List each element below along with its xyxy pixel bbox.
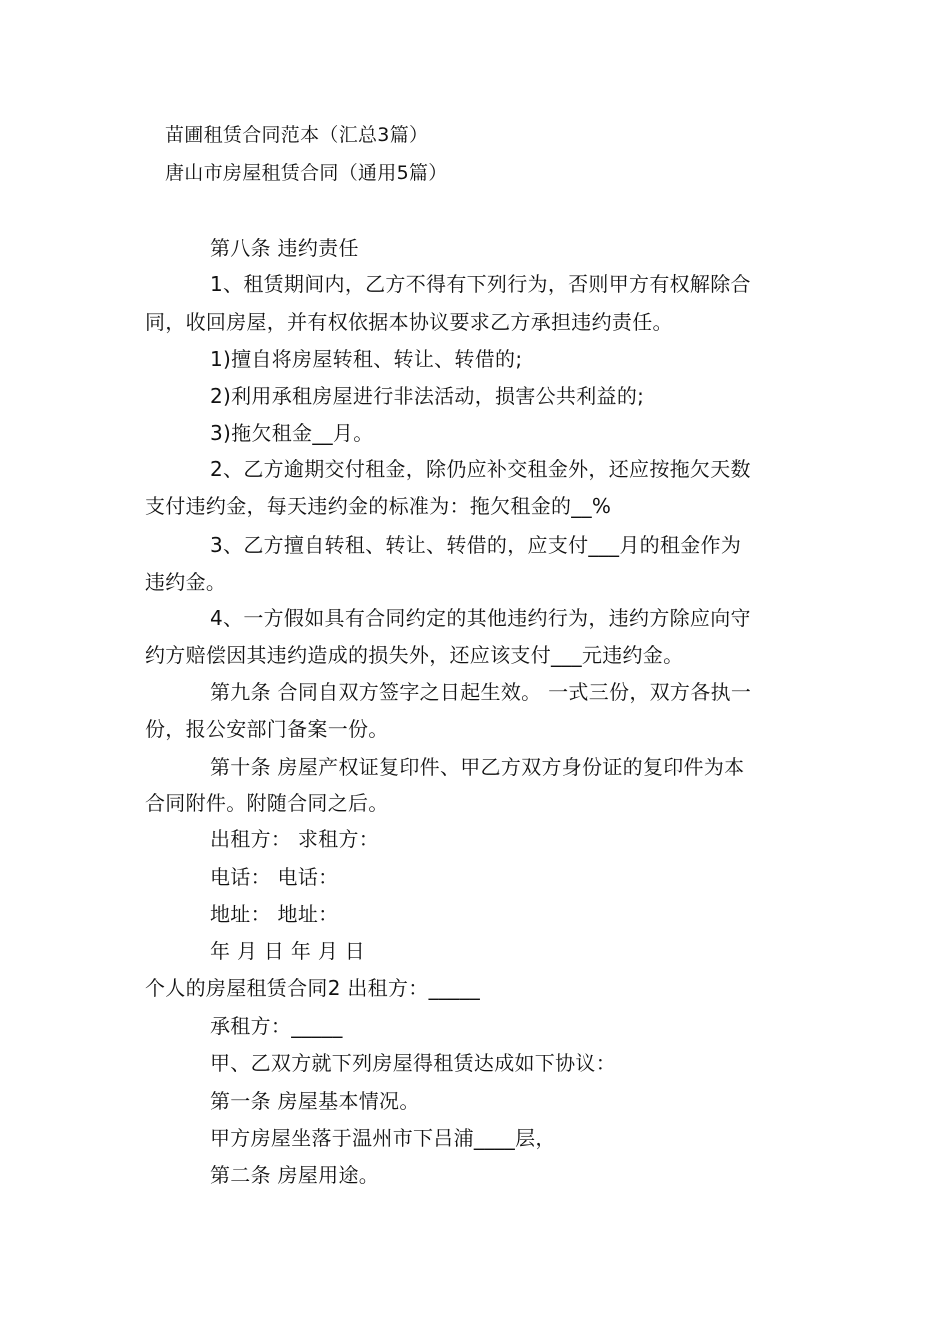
paragraph-line: 违约金。 [145,570,227,594]
document-title-2: 个人的房屋租赁合同2 出租方：_____ [145,976,481,1000]
paragraph-line: 份，报公安部门备案一份。 [145,717,389,741]
related-link-2[interactable]: 唐山市房屋租赁合同（通用5篇） [165,162,448,184]
tenant-line: 承租方：_____ [210,1014,343,1038]
section-heading-article-8: 第八条 违约责任 [210,236,359,260]
paragraph-line: 支付违约金，每天违约金的标准为：拖欠租金的__% [145,494,612,518]
section-heading-article-10: 第十条 房屋产权证复印件、甲乙方双方身份证的复印件为本 [210,755,745,779]
signature-phone: 电话： 电话： [210,865,339,889]
paragraph-line: 2、乙方逾期交付租金，除仍应补交租金外，还应按拖欠天数 [210,457,751,481]
related-link-1[interactable]: 苗圃租赁合同范本（汇总3篇） [165,124,429,146]
paragraph-line: 甲、乙双方就下列房屋得租赁达成如下协议： [210,1051,616,1075]
paragraph-line: 甲方房屋坐落于温州市下吕浦____层， [210,1126,556,1150]
paragraph-line: 3、乙方擅自转租、转让、转借的，应支付___月的租金作为 [210,533,742,557]
paragraph-line: 1)擅自将房屋转租、转让、转借的; [210,347,523,371]
section-heading-article-1: 第一条 房屋基本情况。 [210,1089,420,1113]
paragraph-line: 合同附件。附随合同之后。 [145,791,389,815]
signature-date: 年 月 日 年 月 日 [210,939,366,963]
paragraph-line: 1、租赁期间内，乙方不得有下列行为，否则甲方有权解除合 [210,272,751,296]
paragraph-line: 4、一方假如具有合同约定的其他违约行为，违约方除应向守 [210,606,751,630]
section-heading-article-9: 第九条 合同自双方签字之日起生效。 一式三份，双方各执一 [210,680,752,704]
paragraph-line: 3)拖欠租金__月。 [210,421,374,445]
signature-address: 地址： 地址： [210,902,339,926]
paragraph-line: 约方赔偿因其违约造成的损失外，还应该支付___元违约金。 [145,643,684,667]
signature-parties: 出租方： 求租方： [210,827,380,851]
paragraph-line: 2)利用承租房屋进行非法活动，损害公共利益的; [210,384,645,408]
section-heading-article-2: 第二条 房屋用途。 [210,1163,380,1187]
paragraph-line: 同，收回房屋，并有权依据本协议要求乙方承担违约责任。 [145,310,673,334]
